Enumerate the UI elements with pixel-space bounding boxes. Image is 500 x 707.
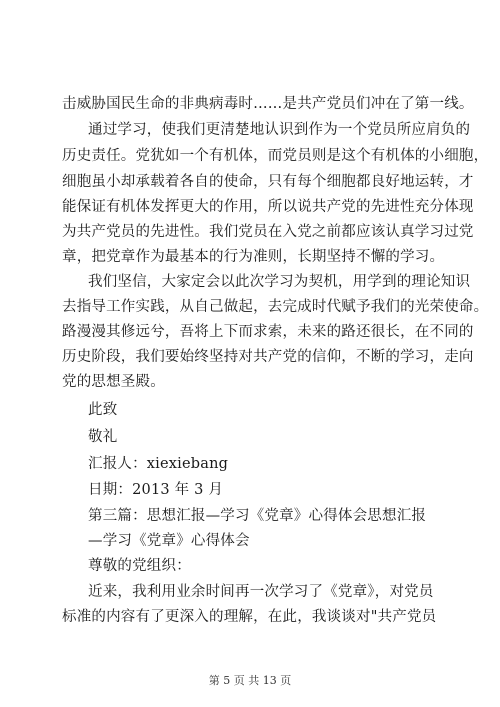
text-line: 章，把党章作为最基本的行为准则，长期坚持不懈的学习。 xyxy=(62,249,445,265)
text-line: 为共产党员的先进性。我们党员在入党之前都应该认真学习过党 xyxy=(62,224,474,240)
salutation-line: 尊敬的党组织： xyxy=(88,558,191,574)
closing-line: 敬礼 xyxy=(88,429,118,445)
text-line: 通过学习，使我们更清楚地认识到作为一个党员所应肩负的 xyxy=(88,122,471,138)
page-footer: 第 5 页 共 13 页 xyxy=(208,674,292,687)
reporter-line: 汇报人：xiexiebang xyxy=(88,456,229,472)
section-subheading: —学习《党章》心得体会 xyxy=(88,533,250,549)
text-line: 历史责任。党犹如一个有机体，而党员则是这个有机体的小细胞， xyxy=(62,148,489,164)
text-line: 细胞虽小却承载着各自的使命，只有每个细胞都良好地运转，才 xyxy=(62,174,474,190)
text-line: 党的思想圣殿。 xyxy=(62,374,165,390)
text-line: 标准的内容有了更深入的理解，在此，我谈谈对"共产党员 xyxy=(62,609,437,625)
date-line: 日期：2013 年 3 月 xyxy=(88,482,224,498)
text-line: 我们坚信，大家定会以此次学习为契机，用学到的理论知识 xyxy=(88,274,471,290)
text-line: 击威胁国民生命的非典病毒时……是共产党员们冲在了第一线。 xyxy=(62,96,474,112)
closing-line: 此致 xyxy=(88,402,118,418)
text-line: 历史阶段，我们要始终坚持对共产党的信仰，不断的学习，走向 xyxy=(62,349,474,365)
section-heading: 第三篇：思想汇报—学习《党章》心得体会思想汇报 xyxy=(88,508,427,524)
text-line: 能保证有机体发挥更大的作用，所以说共产党的先进性充分体现 xyxy=(62,199,474,215)
text-line: 去指导工作实践，从自己做起，去完成时代赋予我们的光荣使命。 xyxy=(62,299,489,315)
text-line: 近来，我利用业余时间再一次学习了《党章》，对党员 xyxy=(88,584,434,600)
text-line: 路漫漫其修远兮，吾将上下而求索，未来的路还很长，在不同的 xyxy=(62,324,474,340)
